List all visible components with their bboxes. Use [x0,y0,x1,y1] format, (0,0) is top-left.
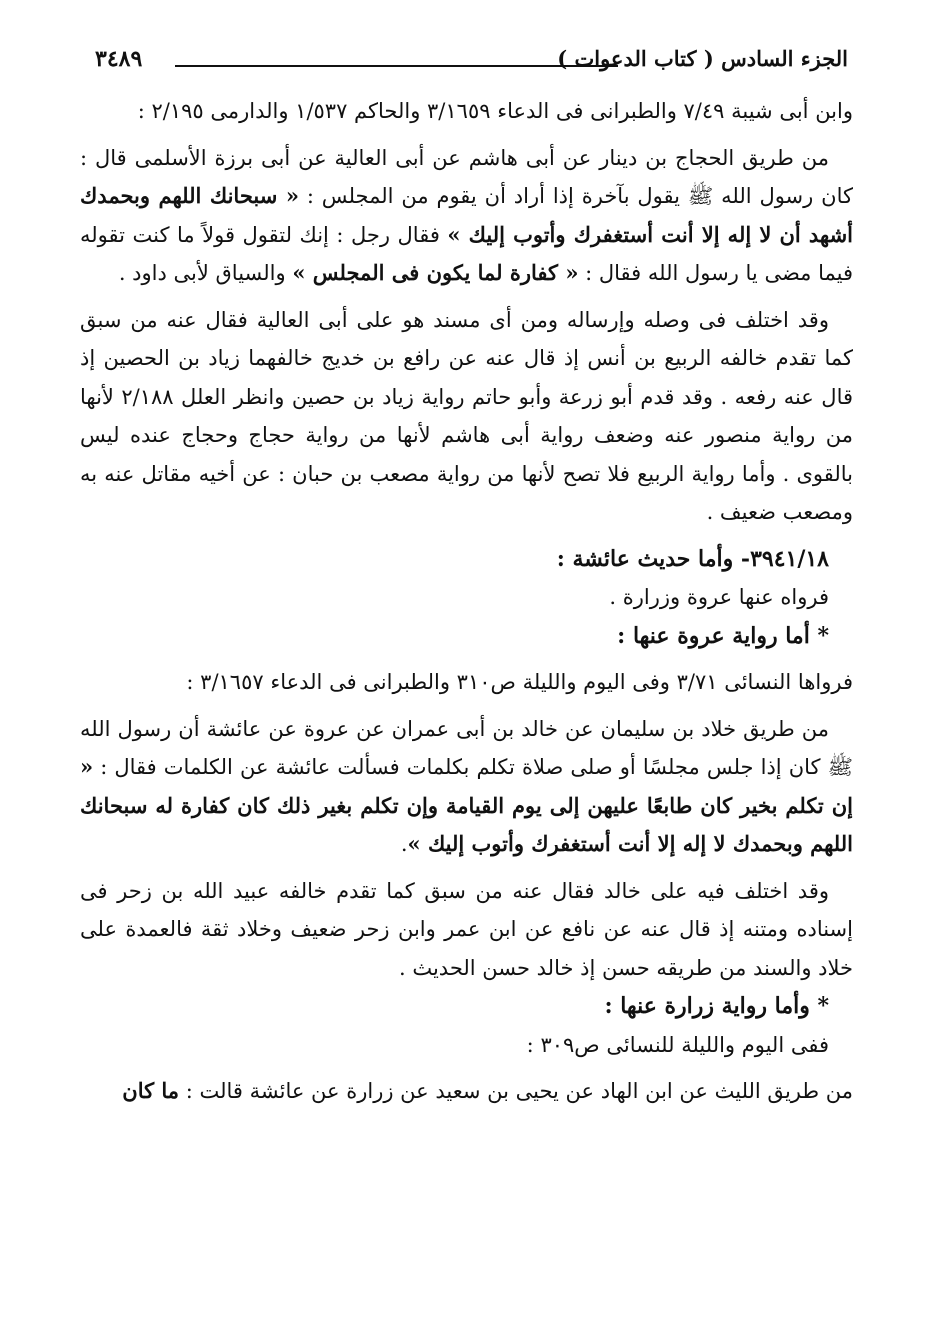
paragraph-hadith-aisha [80,710,853,864]
chain-text: من طريق خلاد بن سليمان عن خالد بن أبى عمران عن عروة عن عائشة أن رسول الله ﷺ كان إذا جلس مجلسًا أو صلى صلاة تكلم بكلمات فسألت عائشة عن الكلمات فقال : [80,716,853,779]
subsection-heading: * أما رواية عروة عنها : [617,622,829,649]
hadith-quote: « إن تكلم بخير كان طابعًا عليهن إلى يوم القيامة وإن تكلم بغير ذلك كان كفارة له سبحانك اللهم وبحمدك لا إله إلا أنت أستغفرك وأتوب إليك » [80,754,853,856]
running-title: الجزء السادس ( كتاب الدعوات ) [557,46,848,71]
page-header [95,46,848,80]
hadith-quote: ما كان [122,1078,180,1103]
paragraph-sources: وابن أبى شيبة ٧/٤٩ والطبرانى فى الدعاء ٣/١٦٥٩ والحاكم ١/٥٣٧ والدارمى ٢/١٩٥ : [137,99,853,123]
chain-text: من طريق الحجاج بن دينار عن أبى هاشم عن أبى العالية عن أبى برزة الأسلمى قال : كان رسول الله ﷺ يقول بآخرة إذا أراد أن يقوم من المجلس : [80,145,853,208]
page-body [80,92,853,1111]
header-rule [175,65,618,67]
hadith-quote: « سبحانك اللهم وبحمدك أشهد أن لا إله إلا أنت أستغفرك وأتوب إليك » [80,183,854,247]
paragraph-discussion: وقد اختلف فيه على خالد فقال عنه من سبق كما تقدم خالفه عبيد الله بن زحر فى إسناده ومتنه إذ قال عنه عن نافع عن ابن عمر وابن زحر ضعيف وخلاد ثقة فالعمدة على خلاد والسند من طريقه حسن إذ خالد حسن الحديث . [80,878,853,980]
paragraph-chain [80,1072,853,1111]
narration-text: والسياق لأبى داود . [118,261,293,285]
narration-text: . [400,832,408,856]
paragraph-hadith-abu-barzah [80,139,853,293]
hadith-quote: « كفارة لما يكون فى المجلس » [292,260,579,285]
subsection-heading: * وأما رواية زرارة عنها : [604,993,829,1019]
chain-text: من طريق الليث عن ابن الهاد عن يحيى بن سعيد عن زرارة عن عائشة قالت : [179,1079,853,1103]
paragraph-discussion: وقد اختلف فى وصله وإرساله ومن أى مسند هو على أبى العالية فقال عنه من سبق كما تقدم خالفه الربيع بن أنس إذ قال عنه عن رافع بن خديج خالفهما زياد بن الحصين إذ قال عنه رفعه . وقد قدم أبو زرعة وأبو حاتم رواية زياد بن حصين وانظر العلل ٢/١٨٨ لأنها من رواية منصور عنه وضعف رواية أبى هاشم لأنها من رواية حجاج وحجاج عنده ليس بالقوى . وأما رواية الربيع فلا تصح لأنها من رواية مصعب بن حبان : عن أخيه مقاتل عنه به ومصعب ضعيف . [80,307,853,524]
section-heading: ٣٩٤١/١٨- وأما حديث عائشة : [556,545,829,572]
paragraph-sources: فرواها النسائى ٣/٧١ وفى اليوم والليلة ص٣١٠ والطبرانى فى الدعاء ٣/١٦٥٧ : [186,670,853,694]
page-number: ٣٤٨٩ [95,46,143,72]
narration-text: فقال رجل : إنك لتقول قولاً ما كنت تقوله فيما مضى يا رسول الله فقال : [80,222,853,285]
paragraph-narrators: فرواه عنها عروة وزرارة . [609,585,829,609]
paragraph-sources: ففى اليوم والليلة للنسائى ص٣٠٩ : [526,1032,829,1057]
